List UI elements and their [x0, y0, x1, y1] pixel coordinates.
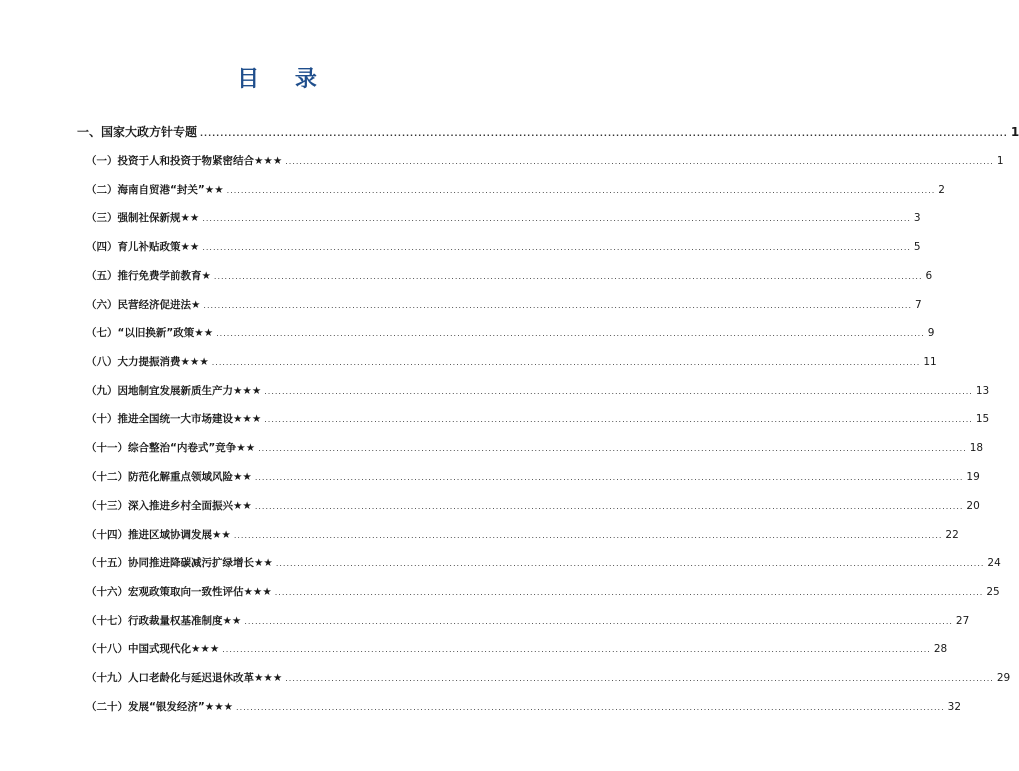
toc-page-number: 15 — [975, 413, 990, 425]
toc-entry[interactable] — [86, 182, 945, 198]
toc-leader-dots: ........................................................................................................................................................................................................ — [222, 645, 931, 654]
toc-entry-text: （二）海南自贸港“封关”★★ — [86, 184, 224, 196]
toc-entry[interactable] — [86, 153, 1004, 169]
toc-leader-dots: ........................................................................................................................................................................................................ — [264, 415, 973, 424]
toc-entry[interactable] — [86, 584, 1000, 600]
toc-entry-text: （九）因地制宜发展新质生产力★★★ — [86, 385, 262, 397]
toc-entry-text: （十八）中国式现代化★★★ — [86, 643, 220, 655]
toc-entry-text: （十九）人口老龄化与延迟退休改革★★★ — [86, 672, 283, 684]
toc-page-number: 19 — [966, 471, 980, 483]
toc-entry[interactable] — [86, 268, 933, 284]
toc-entry-text: （五）推行免费学前教育★ — [86, 270, 211, 282]
toc-page-number: 25 — [986, 586, 1000, 598]
toc-page-number: 22 — [945, 529, 959, 541]
toc-entry[interactable] — [86, 613, 970, 629]
toc-entry-text: （三）强制社保新规★★ — [86, 212, 200, 224]
toc-page-number: 9 — [927, 327, 935, 339]
toc-page-number: 27 — [955, 615, 970, 627]
toc-entry-text: （十）推进全国统一大市场建设★★★ — [86, 413, 262, 425]
toc-entry-text: 一、国家大政方针专题 — [77, 125, 198, 139]
toc-entry[interactable] — [86, 699, 962, 715]
toc-page-number: 20 — [966, 500, 980, 512]
toc-page-number: 7 — [915, 299, 922, 311]
toc-leader-dots: ........................................................................................................................................................................................................ — [202, 214, 911, 223]
toc-page-number: 11 — [923, 356, 937, 368]
toc-entry-text: （十二）防范化解重点领域风险★★ — [86, 471, 252, 483]
toc-entry-text: （四）育儿补贴政策★★ — [86, 241, 200, 253]
toc-page-number: 24 — [987, 557, 1001, 569]
toc-page-number: 3 — [913, 212, 921, 224]
toc-leader-dots: ........................................................................................................................................................................................................ — [244, 617, 953, 626]
toc-leader-dots: ........................................................................................................................................................................................................ — [213, 272, 923, 281]
toc-entry-text: （十一）综合整治“内卷式”竞争★★ — [86, 442, 256, 454]
toc-entry[interactable] — [86, 354, 937, 370]
toc-leader-dots: ........................................................................................................................................................................................................ — [202, 243, 911, 252]
toc-entry[interactable] — [86, 527, 959, 543]
toc-leader-dots: ........................................................................................................................................................................................................ — [203, 301, 913, 310]
toc-section-heading[interactable] — [77, 123, 1019, 139]
toc-page-number: 13 — [975, 385, 990, 397]
toc-leader-dots: ........................................................................................................................................................................................................ — [236, 703, 945, 712]
toc-entry[interactable] — [86, 469, 980, 485]
toc-leader-dots: ........................................................................................................................................................................................................ — [226, 186, 936, 195]
toc-leader-dots: ........................................................................................................................................................................................................ — [264, 387, 973, 396]
toc-leader-dots: ........................................................................................................................................................................................................ — [285, 157, 994, 166]
toc-entry-text: （七）“以旧换新”政策★★ — [86, 327, 214, 339]
toc-entry-text: （一）投资于人和投资于物紧密结合★★★ — [86, 155, 283, 167]
toc-page-number: 28 — [933, 643, 948, 655]
toc-entry[interactable] — [86, 498, 980, 514]
toc-entry-text: （十四）推进区域协调发展★★ — [86, 529, 231, 541]
toc-entry[interactable] — [86, 411, 990, 427]
toc-leader-dots: ........................................................................................................................................................................................................ — [211, 358, 921, 367]
toc-leader-dots: ........................................................................................................................................................................................................ — [258, 444, 967, 453]
toc-entry-text: （十五）协同推进降碳减污扩绿增长★★ — [86, 557, 273, 569]
toc-leader-dots: ........................................................................................................................................................................................................ — [233, 531, 943, 540]
toc-entry-text: （六）民营经济促进法★ — [86, 299, 201, 311]
toc-page-number: 6 — [925, 270, 933, 282]
toc-leader-dots: ........................................................................................................................................................................................................ — [254, 502, 964, 511]
toc-entry[interactable] — [86, 670, 1011, 686]
toc-leader-dots: ........................................................................................................................................................................................................ — [216, 329, 925, 338]
toc-entry[interactable] — [86, 641, 948, 657]
toc-entry[interactable] — [86, 239, 921, 255]
toc-leader-dots: ........................................................................................................................................................................................................ — [254, 473, 964, 482]
toc-entry-text: （八）大力提振消费★★★ — [86, 356, 209, 368]
toc-page-number: 18 — [969, 442, 984, 454]
toc-leader-dots: ........................................................................................................................................................................................................ — [275, 559, 985, 568]
toc-page-number: 5 — [913, 241, 921, 253]
toc-entry-text: （十三）深入推进乡村全面振兴★★ — [86, 500, 252, 512]
toc-leader-dots: ........................................................................................................................................................................................................ — [285, 674, 994, 683]
toc-leader-dots: ........................................................................................................................................................................................................ — [200, 129, 1008, 138]
toc-page-number: 29 — [996, 672, 1011, 684]
toc-entry-text: （十六）宏观政策取向一致性评估★★★ — [86, 586, 272, 598]
page-title: 目 录 — [237, 67, 331, 92]
toc-entry-text: （十七）行政裁量权基准制度★★ — [86, 615, 242, 627]
toc-entry[interactable] — [86, 325, 935, 341]
toc-entry[interactable] — [86, 210, 921, 226]
toc-entry[interactable] — [86, 440, 984, 456]
toc-entry[interactable] — [86, 555, 1001, 571]
toc-page-number: 2 — [938, 184, 945, 196]
toc-entry[interactable] — [86, 297, 922, 313]
toc-page-number: 32 — [947, 701, 962, 713]
toc-page-number: 1 — [1010, 125, 1019, 139]
toc-entry[interactable] — [86, 383, 990, 399]
toc-leader-dots: ........................................................................................................................................................................................................ — [274, 588, 984, 597]
toc-entry-text: （二十）发展“银发经济”★★★ — [86, 701, 234, 713]
toc-page-number: 1 — [996, 155, 1004, 167]
